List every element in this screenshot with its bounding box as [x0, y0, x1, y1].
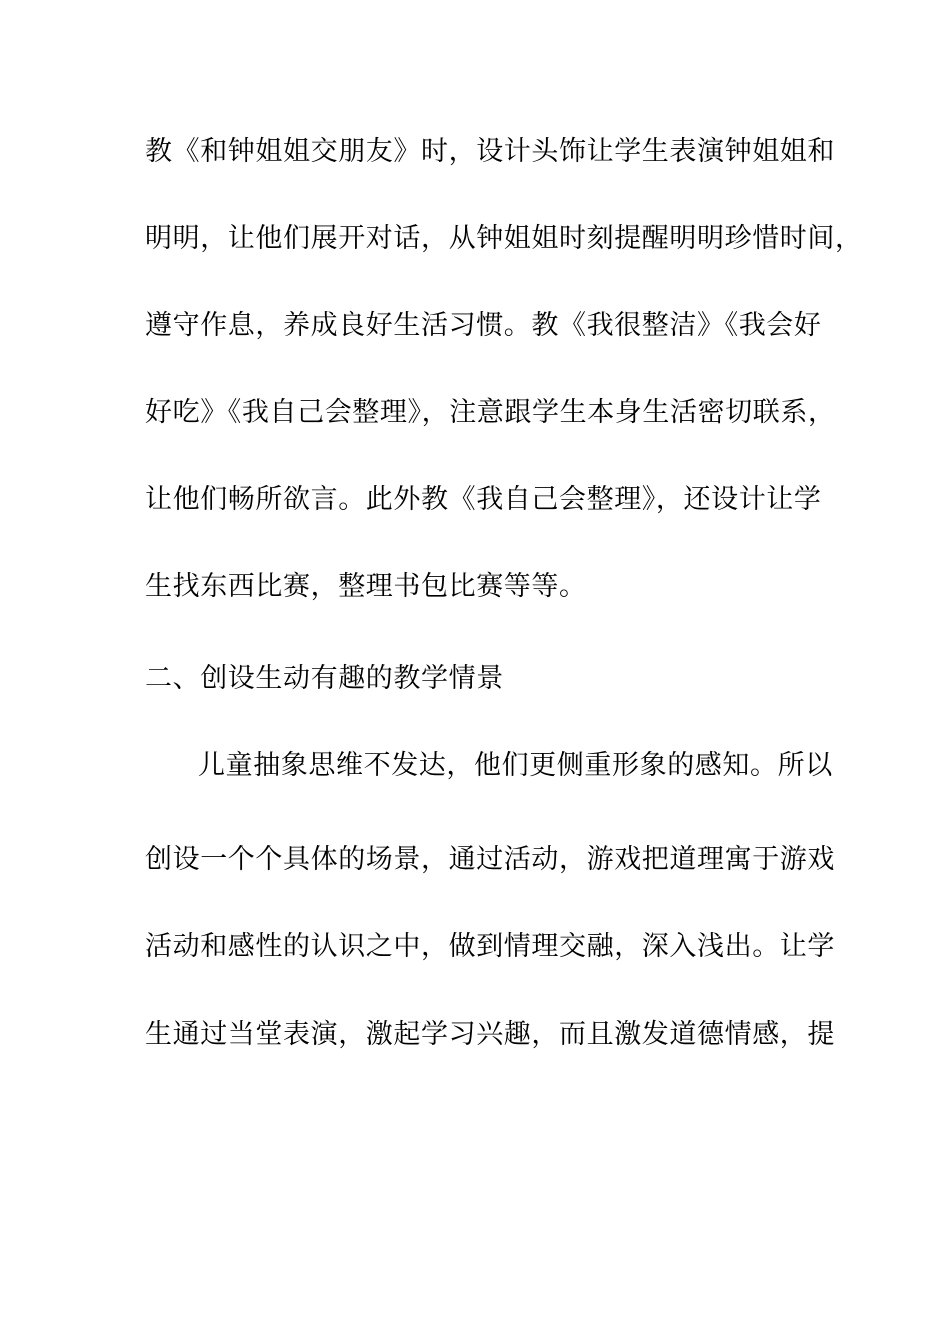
- paragraph-line: 儿童抽象思维不发达，他们更侧重形象的感知。所以: [198, 750, 833, 781]
- paragraph-line: 创设一个个具体的场景，通过活动，游戏把道理寓于游戏: [145, 844, 835, 875]
- paragraph-line: 活动和感性的认识之中，做到情理交融，深入浅出。让学: [145, 931, 835, 962]
- paragraph-line: 生找东西比赛，整理书包比赛等等。: [145, 571, 587, 602]
- paragraph-line: 好吃》《我自己会整理》，注意跟学生本身生活密切联系，: [145, 397, 836, 428]
- paragraph-line: 教《和钟姐姐交朋友》时，设计头饰让学生表演钟姐姐和: [145, 136, 835, 167]
- section-heading: 二、创设生动有趣的教学情景: [145, 663, 504, 694]
- paragraph-line: 明明，让他们展开对话，从钟姐姐时刻提醒明明珍惜时间，: [145, 223, 863, 254]
- paragraph-line: 让他们畅所欲言。此外教《我自己会整理》，还设计让学: [145, 484, 822, 515]
- paragraph-line: 遵守作息，养成良好生活习惯。教《我很整洁》《我会好: [145, 310, 822, 341]
- paragraph-line: 生通过当堂表演，激起学习兴趣，而且激发道德情感，提: [145, 1019, 835, 1050]
